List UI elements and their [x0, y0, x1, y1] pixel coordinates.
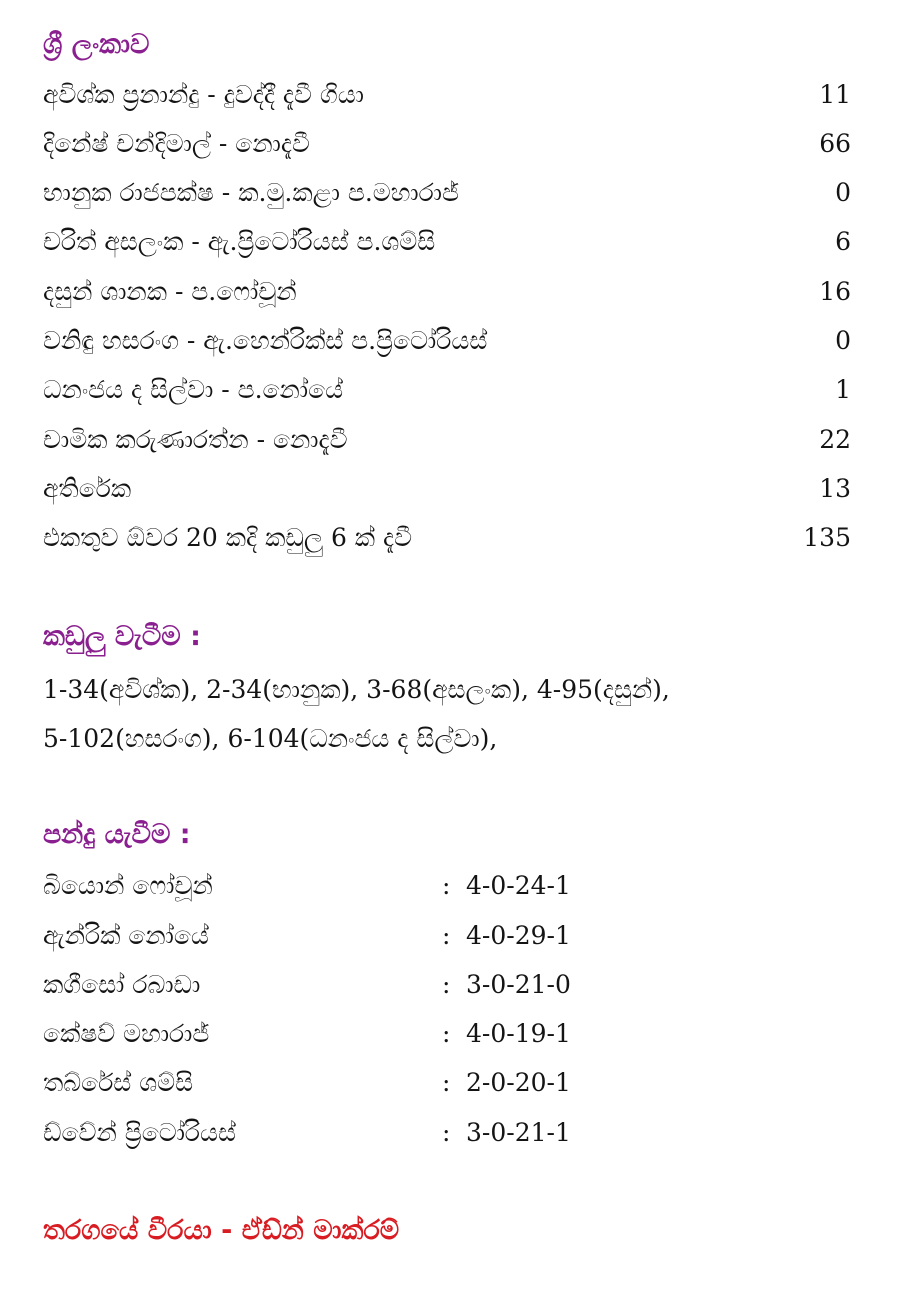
batting-team-title: ශ්‍රී ලංකාව [43, 29, 150, 60]
batting-row [43, 222, 851, 262]
batsman-runs: 22 [819, 425, 851, 454]
batsman-runs: 11 [819, 80, 851, 109]
batsman-dismissal: දසුන් ශානක - ප.ෆෝචූන් [43, 277, 297, 306]
bowler-name: ඩ්වේන් ප්‍රිටෝරියස් [43, 1118, 236, 1147]
batsman-runs: 6 [835, 227, 851, 256]
bowler-figures: 4-0-24-1 [466, 871, 571, 900]
bowling-separator: : [442, 1068, 451, 1097]
bowling-separator: : [442, 921, 451, 950]
bowling-row [43, 1063, 643, 1103]
batsman-dismissal: වනිඳු හසරංග - ඇ.හෙන්රික්ස් ප.ප්‍රිටෝරියස් [43, 326, 488, 355]
bowler-name: කේෂව් මහාරාජ් [43, 1019, 210, 1048]
batsman-dismissal: ධනංජය ද සිල්වා - ප.නෝයේ [43, 375, 344, 404]
extras-label: අතිරේක [43, 474, 132, 503]
batsman-runs: 16 [819, 277, 851, 306]
bowling-row [43, 1113, 643, 1153]
bowler-name: බියොන් ෆෝචූන් [43, 871, 213, 900]
bowler-figures: 3-0-21-0 [466, 970, 571, 999]
bowling-separator: : [442, 871, 451, 900]
batsman-dismissal: චාමික කරුණාරත්න - නොදැවී [43, 425, 348, 454]
bowler-figures: 2-0-20-1 [466, 1068, 571, 1097]
bowling-row [43, 916, 643, 956]
extras-runs: 13 [819, 474, 851, 503]
batsman-dismissal: අවිශ්ක ප්‍රනාන්දු - දුවද්දී දැවී ගියා [43, 80, 365, 109]
batting-row [43, 321, 851, 361]
bowler-name: කගීසෝ රබාඩා [43, 970, 201, 999]
bowler-name: තබ්රේස් ශම්සි [43, 1068, 194, 1097]
batting-row [43, 370, 851, 410]
batsman-dismissal: චරිත් අසලංක - ඇ.ප්‍රිටෝරියස් ප.ශම්සි [43, 227, 436, 256]
batsman-runs: 66 [819, 129, 851, 158]
batting-row [43, 75, 851, 115]
bowling-separator: : [442, 970, 451, 999]
bowling-separator: : [442, 1118, 451, 1147]
fall-of-wickets-line: 5-102(හසරංග), 6-104(ධනංජය ද සිල්වා), [43, 724, 498, 753]
bowling-row [43, 965, 643, 1005]
bowling-row [43, 1014, 643, 1054]
bowling-separator: : [442, 1019, 451, 1048]
fall-of-wickets-line: 1-34(අවිශ්ක), 2-34(භානුක), 3-68(අසලංක), 4-95(දසුන්), [43, 675, 670, 704]
batting-row [43, 420, 851, 460]
batsman-dismissal: දිනේෂ් චන්දිමාල් - නොදැවී [43, 129, 310, 158]
fall-of-wickets-title: කඩුලු වැටීම : [43, 621, 201, 652]
bowler-figures: 3-0-21-1 [466, 1118, 571, 1147]
batsman-runs: 1 [835, 375, 851, 404]
total-row [43, 518, 851, 558]
batting-row [43, 272, 851, 312]
batsman-runs: 0 [835, 178, 851, 207]
bowling-title: පන්දු යැවීම : [43, 819, 191, 850]
bowler-figures: 4-0-29-1 [466, 921, 571, 950]
bowling-row [43, 866, 643, 906]
man-of-the-match: තරගයේ වීරයා - ඒඩ්න් මාක්රම් [43, 1215, 400, 1246]
bowler-name: ඇන්රික් නෝයේ [43, 921, 209, 950]
bowler-figures: 4-0-19-1 [466, 1019, 571, 1048]
batting-row [43, 173, 851, 213]
total-runs: 135 [803, 523, 851, 552]
batting-row [43, 124, 851, 164]
total-label: එකතුව ඕවර 20 කදි කඩුලු 6 ක් දැවී [43, 523, 413, 552]
batsman-runs: 0 [835, 326, 851, 355]
batsman-dismissal: භානුක රාජපක්ෂ - ක.මු.කළා ප.මහාරාජ් [43, 178, 459, 207]
extras-row [43, 469, 851, 509]
